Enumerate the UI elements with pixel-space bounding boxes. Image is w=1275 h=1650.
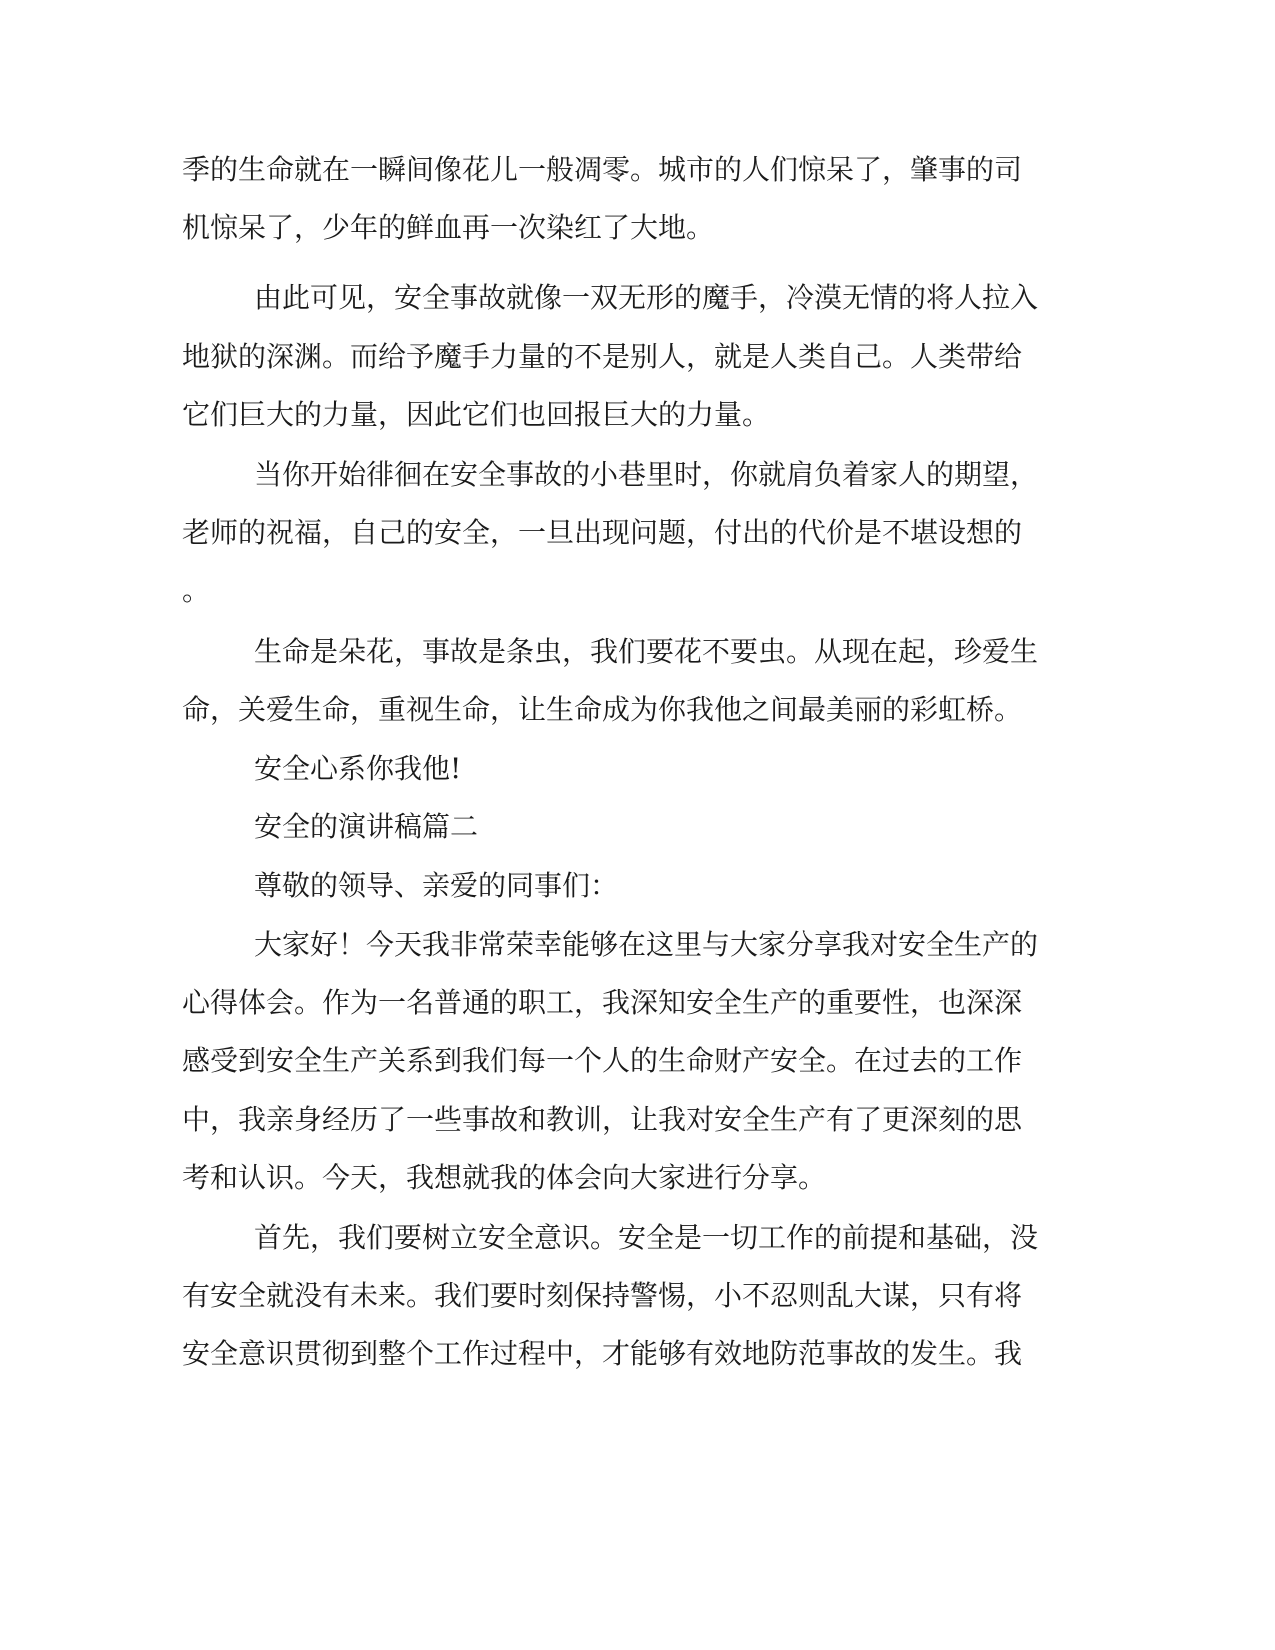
section-title: 安全的演讲稿篇二 — [254, 810, 479, 843]
text-line: 考和认识。今天，我想就我的体会向大家进行分享。 — [182, 1161, 827, 1194]
text-line: 季的生命就在一瞬间像花儿一般凋零。城市的人们惊呆了，肇事的司 — [182, 153, 1023, 186]
text-line: 安全意识贯彻到整个工作过程中，才能够有效地防范事故的发生。我 — [182, 1337, 1023, 1370]
text-line: 心得体会。作为一名普通的职工，我深知安全生产的重要性，也深深 — [182, 986, 1023, 1019]
text-line: 老师的祝福，自己的安全，一旦出现问题，付出的代价是不堪设想的 — [182, 516, 1023, 549]
text-line: 地狱的深渊。而给予魔手力量的不是别人，就是人类自己。人类带给 — [182, 340, 1023, 373]
paragraph-start-line: 大家好！今天我非常荣幸能够在这里与大家分享我对安全生产的 — [254, 928, 1039, 961]
text-line: 感受到安全生产关系到我们每一个人的生命财产安全。在过去的工作 — [182, 1044, 1023, 1077]
paragraph-start-line: 当你开始徘徊在安全事故的小巷里时，你就肩负着家人的期望， — [254, 458, 1039, 491]
paragraph-start-line: 生命是朵花，事故是条虫，我们要花不要虫。从现在起，珍爱生 — [254, 635, 1039, 668]
text-line: 有安全就没有未来。我们要时刻保持警惕，小不忍则乱大谋，只有将 — [182, 1279, 1023, 1312]
text-line: 命，关爱生命，重视生命，让生命成为你我他之间最美丽的彩虹桥。 — [182, 693, 1023, 726]
closing-line: 安全心系你我他! — [254, 752, 462, 785]
text-line: 机惊呆了，少年的鲜血再一次染红了大地。 — [182, 211, 715, 244]
paragraph-start-line: 由此可见，安全事故就像一双无形的魔手，冷漠无情的将人拉入 — [254, 281, 1039, 314]
text-line: 。 — [182, 574, 211, 607]
text-line: 中，我亲身经历了一些事故和教训，让我对安全生产有了更深刻的思 — [182, 1103, 1023, 1136]
paragraph-start-line: 首先，我们要树立安全意识。安全是一切工作的前提和基础，没 — [254, 1221, 1039, 1254]
text-line: 它们巨大的力量，因此它们也回报巨大的力量。 — [182, 398, 771, 431]
salutation: 尊敬的领导、亲爱的同事们： — [254, 869, 619, 902]
